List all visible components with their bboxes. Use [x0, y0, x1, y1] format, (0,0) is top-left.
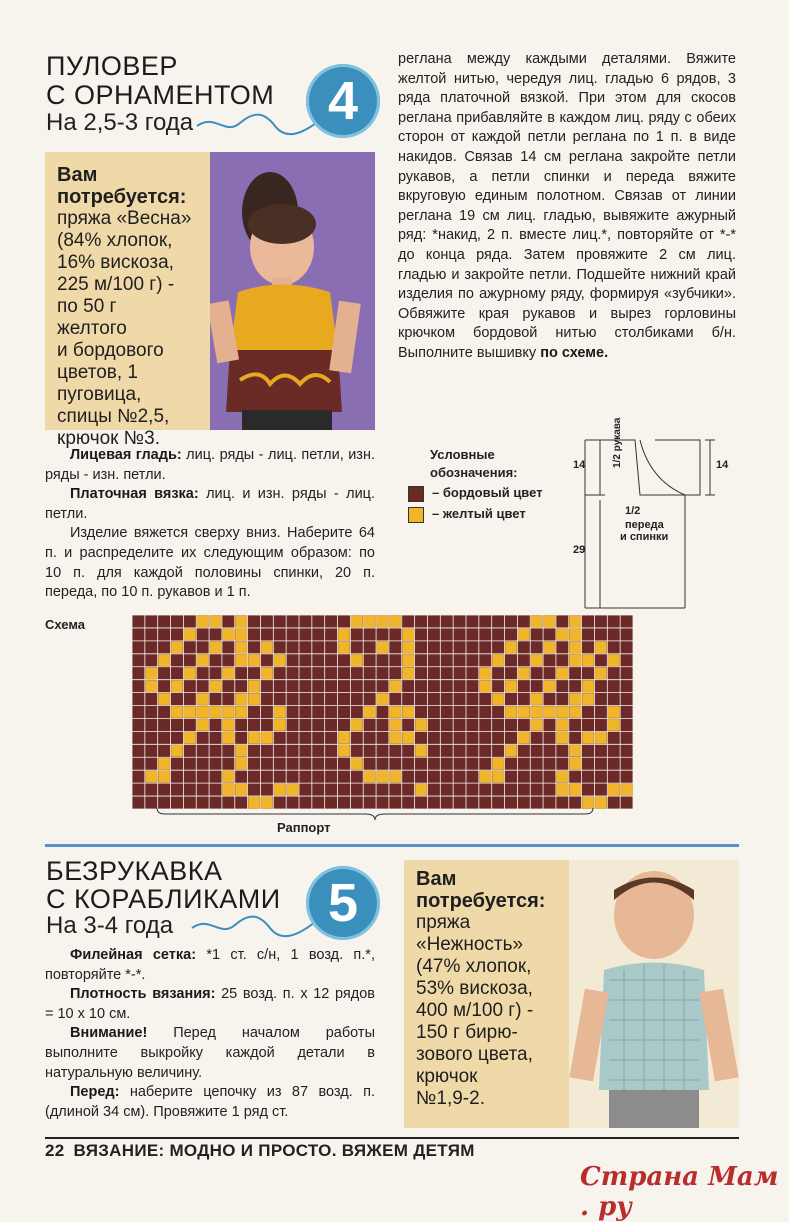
yellow-stitch — [582, 693, 594, 705]
yellow-stitch — [608, 706, 620, 718]
material-line: 225 м/100 г) - — [57, 274, 175, 295]
yellow-stitch — [608, 784, 620, 796]
term-filet-text: *1 ст. с/н, 1 возд. п.*, повторяйте *-*. — [45, 947, 375, 983]
yellow-stitch — [223, 706, 235, 718]
yellow-stitch — [235, 706, 247, 718]
material-line: 400 м/100 г) - — [416, 1000, 534, 1021]
yellow-stitch — [145, 771, 157, 783]
yellow-stitch — [569, 629, 581, 641]
yellow-stitch — [223, 719, 235, 731]
yellow-stitch — [557, 784, 569, 796]
material-line: крючок — [416, 1066, 478, 1087]
materials-heading-2: потребуется: — [416, 890, 546, 912]
yellow-stitch — [531, 719, 543, 731]
yellow-stitch — [210, 680, 222, 692]
yellow-stitch — [595, 667, 607, 679]
yellow-stitch — [248, 680, 260, 692]
article4-age: На 2,5-3 года — [46, 109, 194, 136]
material-line: 16% вискоза, — [57, 252, 174, 273]
term-garter: Платочная вязка: — [70, 486, 199, 503]
yellow-stitch — [351, 719, 363, 731]
scheme-link: по схеме. — [540, 344, 609, 361]
yellow-stitch — [235, 616, 247, 628]
instructions-start: Изделие вяжется сверху вниз. Наберите 64 п. и распределите их следующим образом: по 10 п. для каждой половины спинки, 20 п. переда, по 10 п. рукавов и 1 п. — [45, 525, 375, 601]
yellow-stitch — [479, 771, 491, 783]
yellow-stitch — [364, 616, 376, 628]
yellow-stitch — [351, 758, 363, 770]
yellow-stitch — [415, 784, 427, 796]
article4-materials-box — [45, 152, 210, 449]
term-attention-text: Перед началом работы выполните выкройку каждой детали в натуральную величину. — [45, 1025, 375, 1081]
scheme-label: Схема — [45, 617, 86, 632]
yellow-stitch — [492, 693, 504, 705]
yellow-stitch — [248, 732, 260, 744]
yellow-stitch — [390, 616, 402, 628]
yellow-stitch — [184, 667, 196, 679]
yellow-stitch — [210, 706, 222, 718]
yellow-stitch — [197, 616, 209, 628]
yellow-stitch — [582, 680, 594, 692]
swirl-decoration-icon — [190, 910, 320, 940]
yellow-stitch — [197, 719, 209, 731]
yellow-stitch — [415, 745, 427, 757]
material-line: пряжа — [416, 912, 471, 933]
material-line: «Нежность» — [416, 934, 524, 955]
legend-yellow: – желтый цвет — [432, 506, 526, 521]
yellow-stitch — [158, 758, 170, 770]
yellow-stitch — [531, 693, 543, 705]
yellow-stitch — [197, 693, 209, 705]
yellow-stitch — [608, 654, 620, 666]
material-line: крючок №3. — [57, 428, 160, 449]
yellow-stitch — [390, 732, 402, 744]
yellow-stitch — [531, 654, 543, 666]
yellow-stitch — [402, 732, 414, 744]
yellow-stitch — [608, 719, 620, 731]
yellow-stitch — [274, 706, 286, 718]
yellow-stitch — [145, 680, 157, 692]
yellow-stitch — [171, 641, 183, 653]
yellow-stitch — [518, 706, 530, 718]
rapport-bracket-icon — [155, 806, 595, 822]
yellow-stitch — [569, 745, 581, 757]
yellow-stitch — [364, 706, 376, 718]
ornament-chart — [132, 615, 633, 809]
yellow-stitch — [390, 706, 402, 718]
legend-title-2: обозначения: — [430, 465, 518, 480]
yellow-stitch — [569, 784, 581, 796]
yellow-stitch — [582, 732, 594, 744]
burgundy-swatch-icon — [408, 486, 424, 502]
yellow-stitch — [274, 784, 286, 796]
yellow-stitch — [390, 771, 402, 783]
yellow-stitch — [248, 693, 260, 705]
swirl-decoration-icon — [195, 108, 325, 138]
yellow-stitch — [544, 680, 556, 692]
term-stockinette: Лицевая гладь: — [70, 447, 182, 463]
front-label: переда — [625, 519, 664, 531]
yellow-stitch — [531, 706, 543, 718]
dim-29: 29 — [573, 544, 586, 556]
dim-14-right: 14 — [716, 459, 729, 471]
ornament-chart-grid — [132, 615, 633, 809]
yellow-stitch — [223, 629, 235, 641]
term-gauge: Плотность вязания: — [70, 986, 216, 1003]
child-vest-photo — [569, 860, 739, 1128]
yellow-stitch — [158, 654, 170, 666]
yellow-stitch — [569, 641, 581, 653]
section-divider — [45, 844, 739, 847]
yellow-stitch — [569, 706, 581, 718]
material-line: желтого — [57, 318, 127, 339]
yellow-stitch — [544, 706, 556, 718]
legend-title: Условные — [430, 447, 495, 462]
yellow-stitch — [235, 784, 247, 796]
yellow-stitch — [518, 629, 530, 641]
materials-heading: Вам — [57, 164, 98, 186]
term-filet: Филейная сетка: — [70, 947, 197, 963]
article5-body — [45, 946, 375, 1122]
article5-title-line2: С КОРАБЛИКАМИ — [46, 884, 281, 914]
material-line: и бордового — [57, 340, 164, 361]
yellow-stitch — [235, 654, 247, 666]
term-attention: Внимание! — [70, 1025, 148, 1042]
yellow-stitch — [377, 616, 389, 628]
yellow-stitch — [274, 719, 286, 731]
yellow-stitch — [338, 745, 350, 757]
yellow-stitch — [557, 629, 569, 641]
term-front-text: наберите цепочку из 87 возд. п. (длиной 34 см). Провяжите 1 ряд ст. — [45, 1084, 375, 1120]
footer-rule — [45, 1137, 739, 1139]
yellow-stitch — [261, 732, 273, 744]
article5-title-line1: БЕЗРУКАВКА — [46, 856, 223, 886]
materials-heading-2: потребуется: — [57, 186, 187, 208]
yellow-stitch — [184, 706, 196, 718]
yellow-stitch — [248, 654, 260, 666]
yellow-stitch — [338, 641, 350, 653]
yellow-stitch — [402, 641, 414, 653]
yellow-stitch — [158, 771, 170, 783]
back-label: и спинки — [620, 531, 669, 543]
yellow-stitch — [402, 706, 414, 718]
yellow-stitch — [351, 616, 363, 628]
material-line: (84% хлопок, — [57, 230, 173, 251]
yellow-stitch — [158, 693, 170, 705]
material-line: пряжа «Весна» — [57, 208, 192, 229]
yellow-stitch — [390, 719, 402, 731]
yellow-stitch — [569, 654, 581, 666]
yellow-stitch — [338, 732, 350, 744]
yellow-stitch — [402, 629, 414, 641]
yellow-stitch — [223, 784, 235, 796]
material-line: по 50 г — [57, 296, 117, 317]
yellow-stitch — [402, 654, 414, 666]
yellow-stitch — [235, 693, 247, 705]
article4-body-left — [45, 446, 375, 603]
article5-number-badge: 5 — [306, 866, 380, 940]
yellow-stitch — [505, 745, 517, 757]
yellow-stitch — [544, 641, 556, 653]
yellow-stitch — [377, 693, 389, 705]
material-line: цветов, 1 — [57, 362, 138, 383]
yellow-stitch — [505, 641, 517, 653]
half-label: 1/2 — [625, 505, 641, 517]
rapport-label: Раппорт — [277, 820, 331, 835]
yellow-stitch — [171, 706, 183, 718]
child-pullover-photo — [210, 152, 375, 430]
term-stockinette-text: лиц. ряды - лиц. петли, изн. ряды - изн. петли. — [45, 447, 375, 483]
yellow-stitch — [582, 654, 594, 666]
article4-number-badge: 4 — [306, 64, 380, 138]
yellow-stitch — [197, 654, 209, 666]
material-line: спицы №2,5, — [57, 406, 170, 427]
yellow-stitch — [595, 732, 607, 744]
legend — [408, 446, 578, 523]
yellow-stitch — [377, 771, 389, 783]
watermark: Страна Мам . ру — [580, 1162, 779, 1222]
material-line: 150 г бирю- — [416, 1022, 518, 1043]
yellow-stitch — [223, 732, 235, 744]
yellow-stitch — [415, 719, 427, 731]
yellow-stitch — [184, 629, 196, 641]
yellow-stitch — [184, 732, 196, 744]
article5-age: На 3-4 года — [46, 912, 174, 939]
yellow-stitch — [492, 654, 504, 666]
yellow-stitch — [235, 641, 247, 653]
yellow-stitch — [351, 654, 363, 666]
yellow-stitch — [210, 641, 222, 653]
yellow-stitch — [390, 680, 402, 692]
yellow-stitch — [210, 616, 222, 628]
yellow-stitch — [364, 771, 376, 783]
yellow-stitch — [595, 797, 607, 809]
term-gauge-text: 25 возд. п. х 12 рядов = 10 х 10 см. — [45, 986, 376, 1022]
yellow-stitch — [223, 667, 235, 679]
material-line: пуговица, — [57, 384, 142, 405]
yellow-stitch — [377, 641, 389, 653]
yellow-stitch — [479, 680, 491, 692]
sleeve-label: 1/2 рукава — [612, 417, 623, 468]
yellow-stitch — [261, 641, 273, 653]
yellow-stitch — [569, 616, 581, 628]
yellow-stitch — [531, 616, 543, 628]
yellow-stitch — [197, 706, 209, 718]
yellow-stitch — [557, 667, 569, 679]
yellow-stitch — [557, 706, 569, 718]
article4-body-right — [398, 50, 736, 364]
material-line: №1,9-2. — [416, 1088, 485, 1109]
yellow-stitch — [261, 667, 273, 679]
material-line: (47% хлопок, — [416, 956, 532, 977]
yellow-stitch — [235, 629, 247, 641]
yellow-stitch — [595, 641, 607, 653]
magazine-title: ВЯЗАНИЕ: МОДНО И ПРОСТО. ВЯЖЕМ ДЕТЯМ — [73, 1141, 475, 1160]
yellow-stitch — [544, 616, 556, 628]
yellow-stitch — [505, 680, 517, 692]
yellow-stitch — [235, 745, 247, 757]
term-garter-text: лиц. и изн. ряды - лиц. петли. — [45, 486, 376, 522]
yellow-stitch — [145, 667, 157, 679]
footer — [45, 1141, 475, 1161]
yellow-stitch — [569, 693, 581, 705]
yellow-swatch-icon — [408, 507, 424, 523]
page-number: 22 — [45, 1141, 65, 1160]
yellow-stitch — [518, 667, 530, 679]
yellow-stitch — [557, 771, 569, 783]
yellow-stitch — [338, 629, 350, 641]
materials-heading: Вам — [416, 868, 457, 890]
yellow-stitch — [621, 784, 633, 796]
yellow-stitch — [235, 758, 247, 770]
article5-photo — [569, 860, 739, 1128]
dim-14-left: 14 — [573, 459, 586, 471]
term-front: Перед: — [70, 1084, 120, 1101]
yellow-stitch — [171, 745, 183, 757]
article4-photo — [210, 152, 375, 430]
yellow-stitch — [479, 667, 491, 679]
yellow-stitch — [518, 732, 530, 744]
instructions-continued: реглана между каждыми деталями. Вяжите желтой нитью, чередуя лиц. гладью 6 рядов, 3 ряда платочной вязкой. При этом для скосов реглана прибавляйте в каждом лиц. ряду с обеих сторон от каждой петли реглана по 1 п. в виде накидов. Связав 14 см реглана закройте петли рукавов, а петли спинки и переда вяжите вкруговую единым полотном. Связав от линии реглана 19 см лиц. гладью, вывяжите ажурный ряд: *накид, 2 п. вместе лиц.*, повторяйте от *-* до конца ряда. Затем провяжите 2 см лиц. гладью и закройте петли. Подшейте нижний край изделия по ажурному ряду, формируя «зубчики». Обвяжите края рукавов и вырез горловины крючком бордовой нитью столбиками б/н. Выполните вышивку — [398, 51, 736, 361]
yellow-stitch — [402, 667, 414, 679]
materials-list — [416, 912, 569, 1110]
article5-materials-box — [404, 860, 569, 1128]
yellow-stitch — [557, 719, 569, 731]
materials-list — [57, 208, 210, 450]
material-line: 53% вискоза, — [416, 978, 533, 999]
yellow-stitch — [557, 732, 569, 744]
yellow-stitch — [171, 680, 183, 692]
legend-burgundy: – бордовый цвет — [432, 485, 543, 500]
yellow-stitch — [505, 706, 517, 718]
yellow-stitch — [492, 758, 504, 770]
article4-title-line2: С ОРНАМЕНТОМ — [46, 80, 275, 110]
article4-title-line1: ПУЛОВЕР — [46, 51, 178, 81]
yellow-stitch — [492, 771, 504, 783]
yellow-stitch — [274, 654, 286, 666]
yellow-stitch — [223, 771, 235, 783]
yellow-stitch — [287, 784, 299, 796]
yellow-stitch — [569, 758, 581, 770]
material-line: зового цвета, — [416, 1044, 533, 1065]
